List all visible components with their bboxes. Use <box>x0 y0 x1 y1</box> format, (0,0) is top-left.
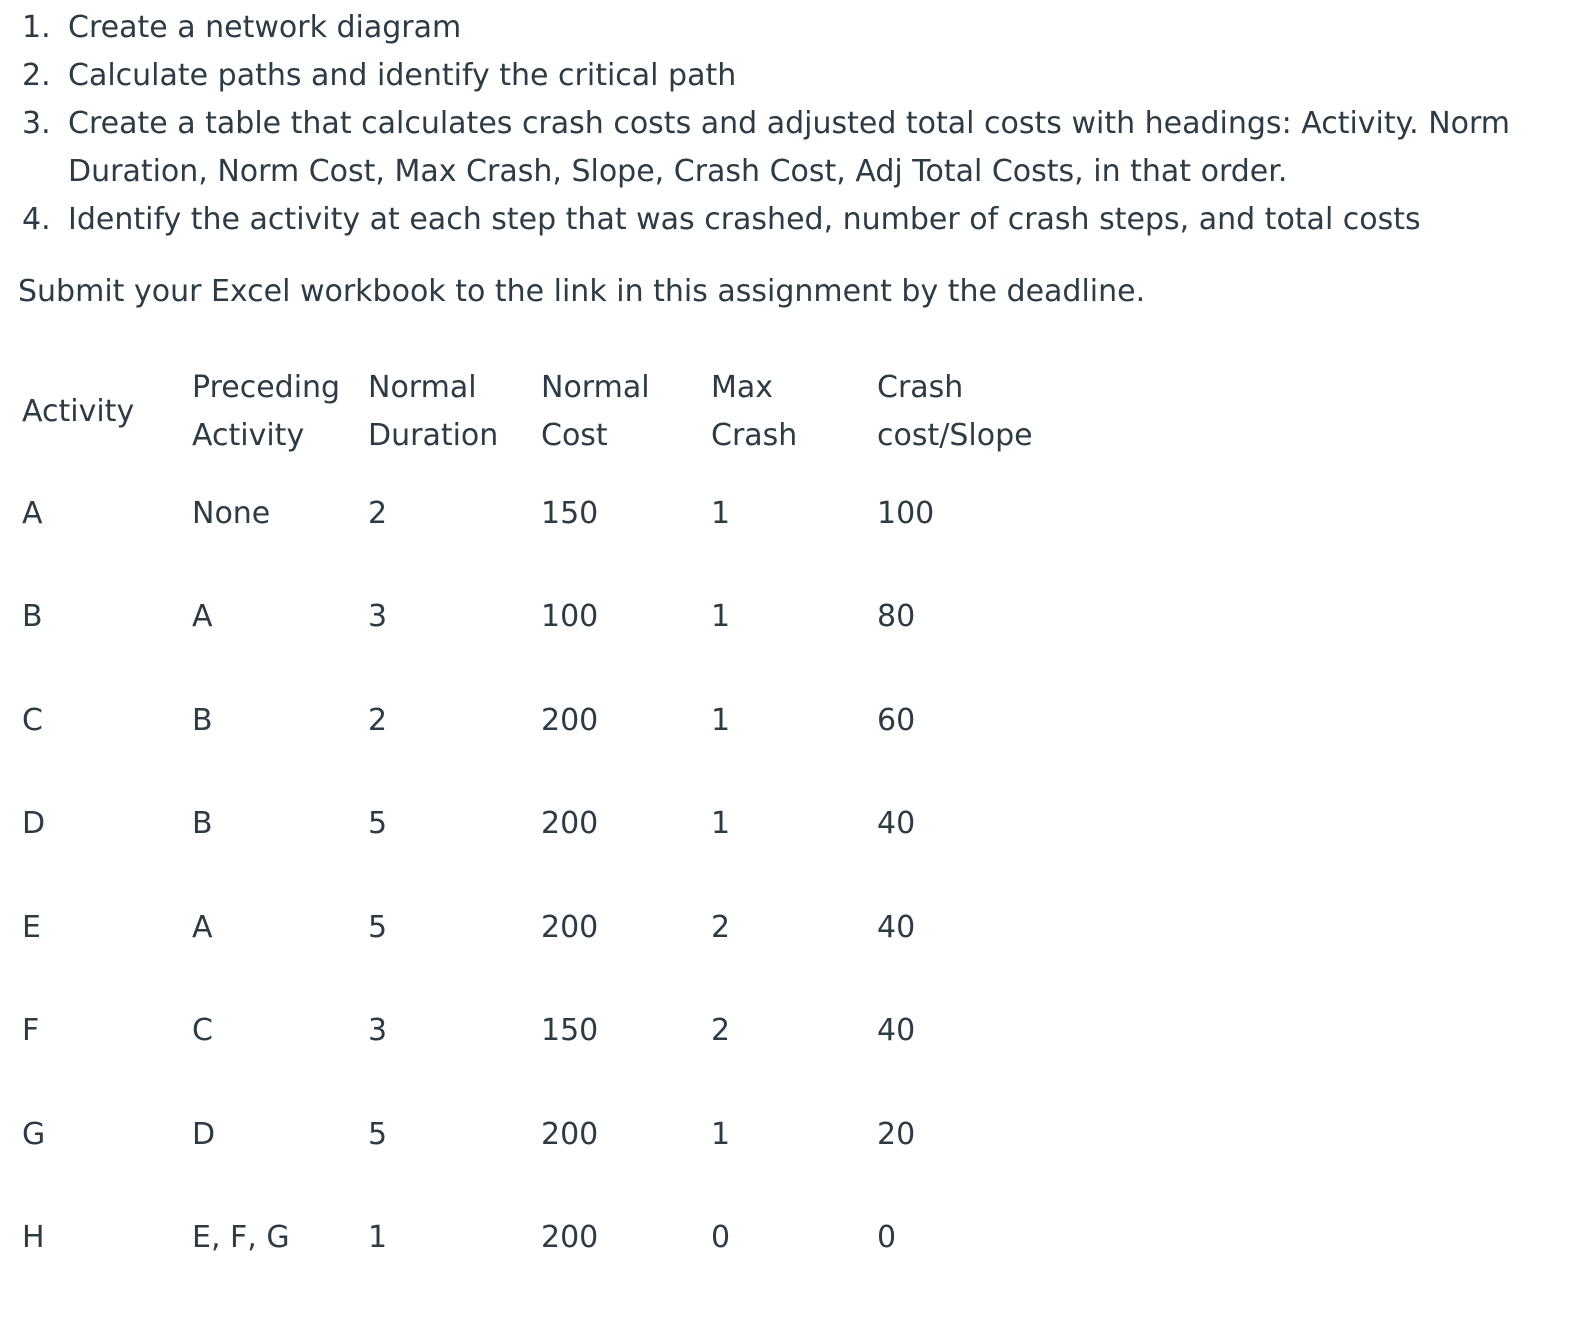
cell-cost: 150 <box>541 495 599 531</box>
header-normal-cost <box>531 362 701 462</box>
table-row <box>12 980 1087 1084</box>
header-duration-line1: Normal <box>368 370 477 405</box>
cell-max-crash: 2 <box>711 1013 731 1049</box>
cell-slope: 0 <box>877 1220 897 1256</box>
cell-cost: 200 <box>541 909 599 945</box>
step-text: Create a table that calculates crash costs and adjusted total costs with headings: Activity. Norm Duration, Norm Cost, Max Crash, Slope, Crash Cost, Adj Total Costs, in that order. <box>68 106 1511 189</box>
cell-activity: H <box>22 1220 45 1256</box>
cell-cost: 200 <box>541 1116 599 1152</box>
header-max-crash: Max Crash <box>711 370 798 453</box>
instruction-step <box>22 52 1552 100</box>
table-row <box>12 1083 1087 1187</box>
instruction-step <box>22 196 1552 244</box>
cell-preceding: E, F, G <box>192 1220 290 1256</box>
cell-cost: 200 <box>541 806 599 842</box>
header-normal-duration <box>358 362 531 462</box>
header-preceding-line2: Activity <box>192 418 305 453</box>
cell-max-crash: 1 <box>711 806 731 842</box>
table-row <box>12 876 1087 980</box>
cell-activity: B <box>22 599 43 635</box>
table-row <box>12 462 1087 566</box>
cell-duration: 5 <box>368 909 388 945</box>
step-number: 3. <box>22 106 51 141</box>
cell-slope: 40 <box>877 806 916 842</box>
cell-slope: 40 <box>877 909 916 945</box>
cell-cost: 150 <box>541 1013 599 1049</box>
cell-max-crash: 0 <box>711 1220 731 1256</box>
cell-duration: 1 <box>368 1220 388 1256</box>
header-slope-line2: cost/Slope <box>877 418 1033 453</box>
cell-cost: 100 <box>541 599 599 635</box>
table-row <box>12 773 1087 877</box>
cell-cost: 200 <box>541 702 599 738</box>
step-text: Calculate paths and identify the critical path <box>68 58 737 93</box>
table-header-row <box>12 362 1087 462</box>
instruction-list <box>22 4 1552 244</box>
cell-activity: E <box>22 909 41 945</box>
step-number: 4. <box>22 202 51 237</box>
step-number: 1. <box>22 10 51 45</box>
cell-max-crash: 1 <box>711 702 731 738</box>
cell-cost: 200 <box>541 1220 599 1256</box>
cell-preceding: None <box>192 495 271 531</box>
cell-preceding: A <box>192 599 213 635</box>
cell-slope: 20 <box>877 1116 916 1152</box>
cell-slope: 40 <box>877 1013 916 1049</box>
submit-instruction: Submit your Excel workbook to the link in this assignment by the deadline. <box>18 274 1146 309</box>
cell-activity: F <box>22 1013 40 1049</box>
cell-max-crash: 1 <box>711 599 731 635</box>
cell-activity: D <box>22 806 46 842</box>
cell-max-crash: 1 <box>711 495 731 531</box>
cell-preceding: A <box>192 909 213 945</box>
cell-duration: 2 <box>368 702 388 738</box>
header-activity: Activity <box>22 394 135 429</box>
header-preceding-line1: Preceding <box>192 370 341 405</box>
step-text: Identify the activity at each step that was crashed, number of crash steps, and total costs <box>68 202 1421 237</box>
cell-duration: 3 <box>368 599 388 635</box>
cell-duration: 5 <box>368 806 388 842</box>
cell-slope: 60 <box>877 702 916 738</box>
step-text: Create a network diagram <box>68 10 462 45</box>
instruction-step <box>22 4 1552 52</box>
table-row <box>12 566 1087 670</box>
cell-max-crash: 1 <box>711 1116 731 1152</box>
cell-activity: C <box>22 702 43 738</box>
header-slope-line1: Crash <box>877 370 964 405</box>
table-row <box>12 1187 1087 1291</box>
cell-slope: 80 <box>877 599 916 635</box>
cell-preceding: B <box>192 702 213 738</box>
table-row <box>12 669 1087 773</box>
cell-preceding: B <box>192 806 213 842</box>
instruction-step <box>22 100 1552 196</box>
cell-preceding: D <box>192 1116 216 1152</box>
cell-preceding: C <box>192 1013 213 1049</box>
cell-duration: 5 <box>368 1116 388 1152</box>
header-duration-line2: Duration <box>368 418 499 453</box>
cell-duration: 2 <box>368 495 388 531</box>
cell-activity: G <box>22 1116 46 1152</box>
cell-max-crash: 2 <box>711 909 731 945</box>
cell-activity: A <box>22 495 43 531</box>
cell-duration: 3 <box>368 1013 388 1049</box>
step-number: 2. <box>22 58 51 93</box>
activity-table <box>12 362 1087 1290</box>
cell-slope: 100 <box>877 495 935 531</box>
header-preceding-activity <box>182 362 358 462</box>
header-cost-line1: Normal <box>541 370 650 405</box>
header-crash-cost-slope <box>867 362 1087 462</box>
header-cost-line2: Cost <box>541 418 608 453</box>
